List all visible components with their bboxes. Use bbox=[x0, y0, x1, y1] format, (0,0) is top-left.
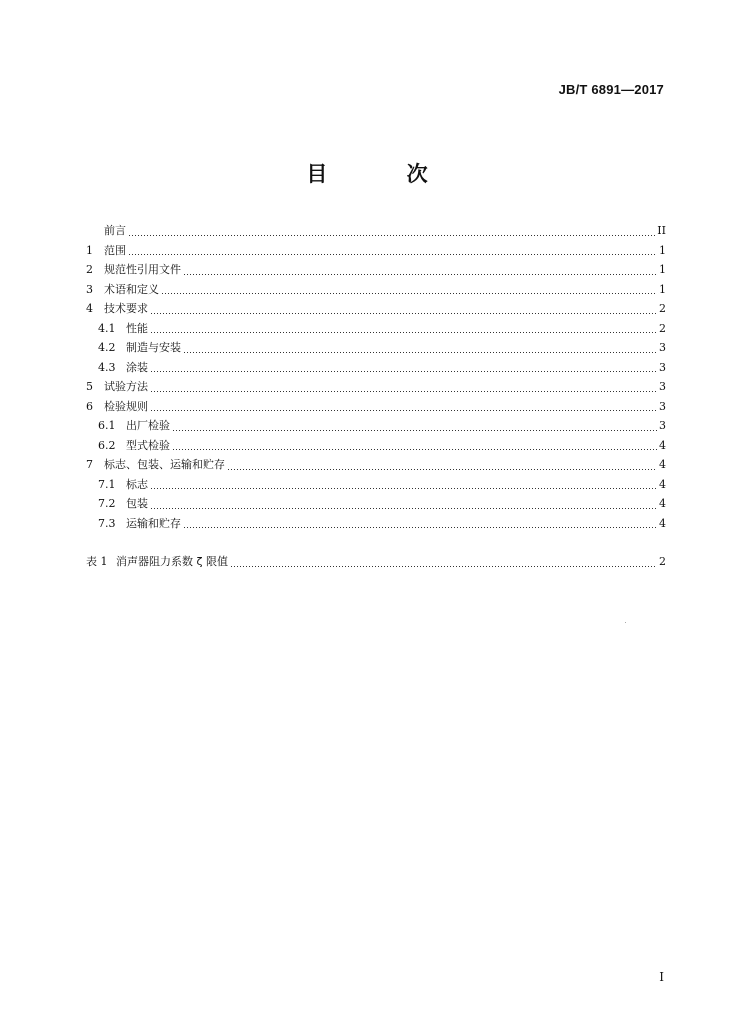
toc-entry[interactable] bbox=[86, 397, 666, 417]
toc-entry-page: 1 bbox=[659, 282, 666, 296]
toc-entry-label: 出厂检验 bbox=[126, 419, 170, 432]
toc-entry-number: 5 bbox=[86, 380, 93, 393]
toc-entry-label: 标志 bbox=[126, 477, 148, 491]
toc-entry-number: 2 bbox=[86, 263, 93, 276]
toc-entry-label: 范围 bbox=[104, 243, 126, 257]
toc-entry[interactable] bbox=[86, 338, 666, 358]
toc-entry-number: 3 bbox=[86, 282, 93, 296]
toc-dot-leader bbox=[150, 488, 657, 489]
standard-code: JB/T 6891—2017 bbox=[558, 82, 664, 97]
toc-entry[interactable] bbox=[86, 494, 666, 514]
toc-entry-page: 4 bbox=[659, 458, 666, 471]
toc-dot-leader bbox=[227, 469, 657, 470]
toc-entry-page: 2 bbox=[659, 321, 666, 335]
toc-entry-label: 包装 bbox=[126, 497, 148, 510]
toc-dot-leader bbox=[150, 332, 657, 333]
toc-entry-number: 1 bbox=[86, 243, 93, 257]
page-title: 目 次 bbox=[306, 162, 464, 186]
toc-entry[interactable] bbox=[86, 319, 666, 339]
toc-dot-leader bbox=[172, 430, 657, 431]
toc-entry-label: 试验方法 bbox=[104, 380, 148, 393]
toc-entry[interactable] bbox=[86, 221, 666, 241]
toc-entry-number: 7 bbox=[86, 458, 93, 471]
toc-entry-label: 涂装 bbox=[126, 360, 148, 374]
toc-entry-number: 表 1 bbox=[86, 555, 108, 568]
toc-dot-leader bbox=[161, 293, 657, 294]
toc-entry[interactable] bbox=[86, 552, 666, 572]
toc-entry-number: 6.1 bbox=[98, 419, 116, 432]
toc-dot-leader bbox=[150, 508, 657, 509]
toc-entry-label: 制造与安装 bbox=[126, 341, 181, 354]
toc-entry-page: 3 bbox=[659, 380, 666, 393]
toc-entry-page: 4 bbox=[659, 497, 666, 510]
toc-entry-page: 1 bbox=[659, 243, 666, 257]
toc-entry-page: 3 bbox=[659, 399, 666, 413]
toc-entry-label: 运输和贮存 bbox=[126, 516, 181, 530]
toc-entry-number: 4.3 bbox=[98, 360, 116, 374]
toc-entry-number: 4.2 bbox=[98, 341, 116, 354]
toc-dot-leader bbox=[183, 274, 657, 275]
toc-entry[interactable] bbox=[86, 436, 666, 456]
toc-entry-label: 型式检验 bbox=[126, 438, 170, 452]
toc-entry-label: 规范性引用文件 bbox=[104, 263, 181, 276]
toc-dot-leader bbox=[230, 566, 657, 567]
toc-entry[interactable] bbox=[86, 299, 666, 319]
toc-entry[interactable] bbox=[86, 241, 666, 261]
toc-entry[interactable] bbox=[86, 280, 666, 300]
toc-entry-page: 3 bbox=[659, 360, 666, 374]
toc-entry-page: 4 bbox=[659, 516, 666, 530]
toc-entry-number: 4 bbox=[86, 302, 93, 315]
toc-dot-leader bbox=[183, 352, 657, 353]
toc-entry-number: 7.2 bbox=[98, 497, 116, 510]
toc-entry-label: 技术要求 bbox=[104, 302, 148, 315]
toc-entry-number: 6 bbox=[86, 399, 93, 413]
toc-entry[interactable] bbox=[86, 475, 666, 495]
toc-entry[interactable] bbox=[86, 455, 666, 475]
toc-entry-page: 4 bbox=[659, 438, 666, 452]
toc-entry-label: 检验规则 bbox=[104, 399, 148, 413]
toc-entry-number: 6.2 bbox=[98, 438, 116, 452]
toc-entry-page: 3 bbox=[659, 341, 666, 354]
table-of-contents bbox=[86, 221, 666, 572]
toc-entry[interactable] bbox=[86, 260, 666, 280]
toc-entry-page: 1 bbox=[659, 263, 666, 276]
toc-entry[interactable] bbox=[86, 377, 666, 397]
toc-entry-number: 7.1 bbox=[98, 477, 116, 491]
toc-dot-leader bbox=[172, 449, 657, 450]
toc-dot-leader bbox=[128, 254, 657, 255]
toc-dot-leader bbox=[183, 527, 657, 528]
toc-entry[interactable] bbox=[86, 514, 666, 534]
footer-page-number: I bbox=[659, 970, 664, 984]
toc-dot-leader bbox=[150, 391, 657, 392]
scan-speck bbox=[625, 622, 626, 623]
toc-entry-page: II bbox=[657, 224, 666, 237]
toc-entry-label: 标志、包装、运输和贮存 bbox=[104, 458, 225, 471]
toc-entry-number: 7.3 bbox=[98, 516, 116, 530]
toc-entry-label: 前言 bbox=[104, 224, 126, 237]
toc-entry-label: 术语和定义 bbox=[104, 282, 159, 296]
toc-dot-leader bbox=[128, 235, 655, 236]
toc-dot-leader bbox=[150, 371, 657, 372]
toc-entry-number: 4.1 bbox=[98, 321, 116, 335]
toc-dot-leader bbox=[150, 410, 657, 411]
toc-entry-page: 2 bbox=[659, 555, 666, 568]
toc-entry-page: 2 bbox=[659, 302, 666, 315]
toc-entry-page: 4 bbox=[659, 477, 666, 491]
toc-entry-page: 3 bbox=[659, 419, 666, 432]
toc-entry-label: 性能 bbox=[126, 321, 148, 335]
toc-entry-label: 消声器阻力系数 ζ 限值 bbox=[116, 555, 228, 568]
toc-dot-leader bbox=[150, 313, 657, 314]
toc-entry[interactable] bbox=[86, 358, 666, 378]
toc-entry[interactable] bbox=[86, 416, 666, 436]
